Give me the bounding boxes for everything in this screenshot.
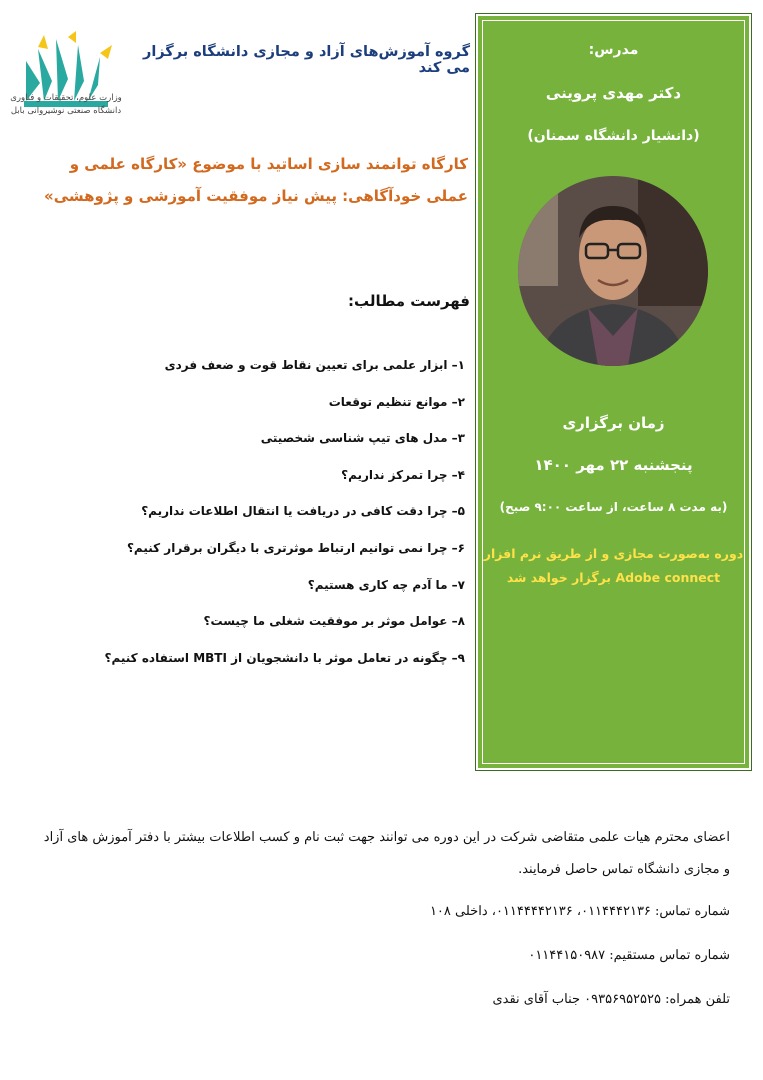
toc-item: ۴– چرا تمرکز نداریم؟ bbox=[341, 467, 465, 482]
toc-item: ۶– چرا نمی توانیم ارتباط موثرتری با دیگران برقرار کنیم؟ bbox=[126, 540, 465, 555]
toc-item: ۵– چرا دقت کافی در دریافت یا انتقال اطلاعات نداریم؟ bbox=[141, 504, 465, 519]
toc-item: ۷– ما آدم چه کاری هستیم؟ bbox=[307, 577, 465, 592]
logo-caption bbox=[10, 92, 122, 118]
instructor-panel bbox=[476, 14, 751, 770]
workshop-title: کارگاه توانمند سازی اساتید با موضوع «کارگاه علمی و عملی خودآگاهی: پیش نیاز موفقیت آموزشی و پژوهشی» bbox=[44, 155, 468, 205]
instructor-photo bbox=[518, 176, 708, 366]
toc-item: ۹– چگونه در تعامل موثر با دانشجویان از MBTI استفاده کنیم؟ bbox=[104, 650, 465, 665]
toc-list bbox=[60, 358, 465, 687]
schedule-duration: (به مدت ۸ ساعت، از ساعت ۹:۰۰ صبح) bbox=[499, 500, 728, 514]
toc-title: فهرست مطالب: bbox=[348, 292, 470, 310]
online-delivery-note bbox=[478, 542, 749, 590]
toc-item: ۸– عوامل موثر بر موفقیت شغلی ما چیست؟ bbox=[203, 614, 465, 629]
registration-intro: اعضای محترم هیات علمی متقاضی شرکت در این دوره می توانند جهت ثبت نام و کسب اطلاعات بیشتر با دفتر آموزش های آزاد و مجازی دانشگاه تماس حاصل فرمایند. bbox=[43, 830, 730, 877]
online-note-line1: دوره به‌صورت مجازی و از طریق نرم افزار bbox=[483, 546, 744, 561]
toc-item: ۱– ابزار علمی برای تعیین نقاط قوت و ضعف فردی bbox=[164, 358, 465, 372]
logo-caption-line2: دانشگاه صنعتی نوشیروانی بابل bbox=[10, 106, 122, 116]
instructor-label: مدرس: bbox=[588, 42, 639, 58]
instructor-affiliation: (دانشیار دانشگاه سمنان) bbox=[527, 128, 700, 144]
schedule-label: زمان برگزاری bbox=[562, 414, 665, 432]
phone-line: شماره تماس: ۰۱۱۴۴۴۲۱۳۶، ۰۱۱۴۴۴۴۲۱۳۶، داخلی ۱۰۸ bbox=[429, 904, 730, 919]
contact-section bbox=[40, 822, 730, 1034]
instructor-name: دکتر مهدی پروینی bbox=[545, 84, 682, 102]
online-note-line2: Adobe connect برگزار خواهد شد bbox=[506, 570, 721, 585]
mobile-phone-line: تلفن همراه: ۰۹۳۵۶۹۵۲۵۲۵ جناب آقای نقدی bbox=[492, 992, 730, 1007]
toc-item: ۳– مدل های تیپ شناسی شخصیتی bbox=[260, 431, 465, 446]
organizer-heading: گروه آموزش‌های آزاد و مجازی دانشگاه برگزار می کند bbox=[142, 44, 470, 76]
schedule-date: پنجشنبه ۲۲ مهر ۱۴۰۰ bbox=[534, 456, 693, 474]
toc-item: ۲– موانع تنظیم توقعات bbox=[328, 394, 465, 409]
direct-phone-line: شماره تماس مستقیم: ۰۱۱۴۴۱۵۰۹۸۷ bbox=[528, 948, 730, 963]
logo-caption-line1: وزارت علوم، تحقیقات و فناوری bbox=[10, 93, 122, 103]
